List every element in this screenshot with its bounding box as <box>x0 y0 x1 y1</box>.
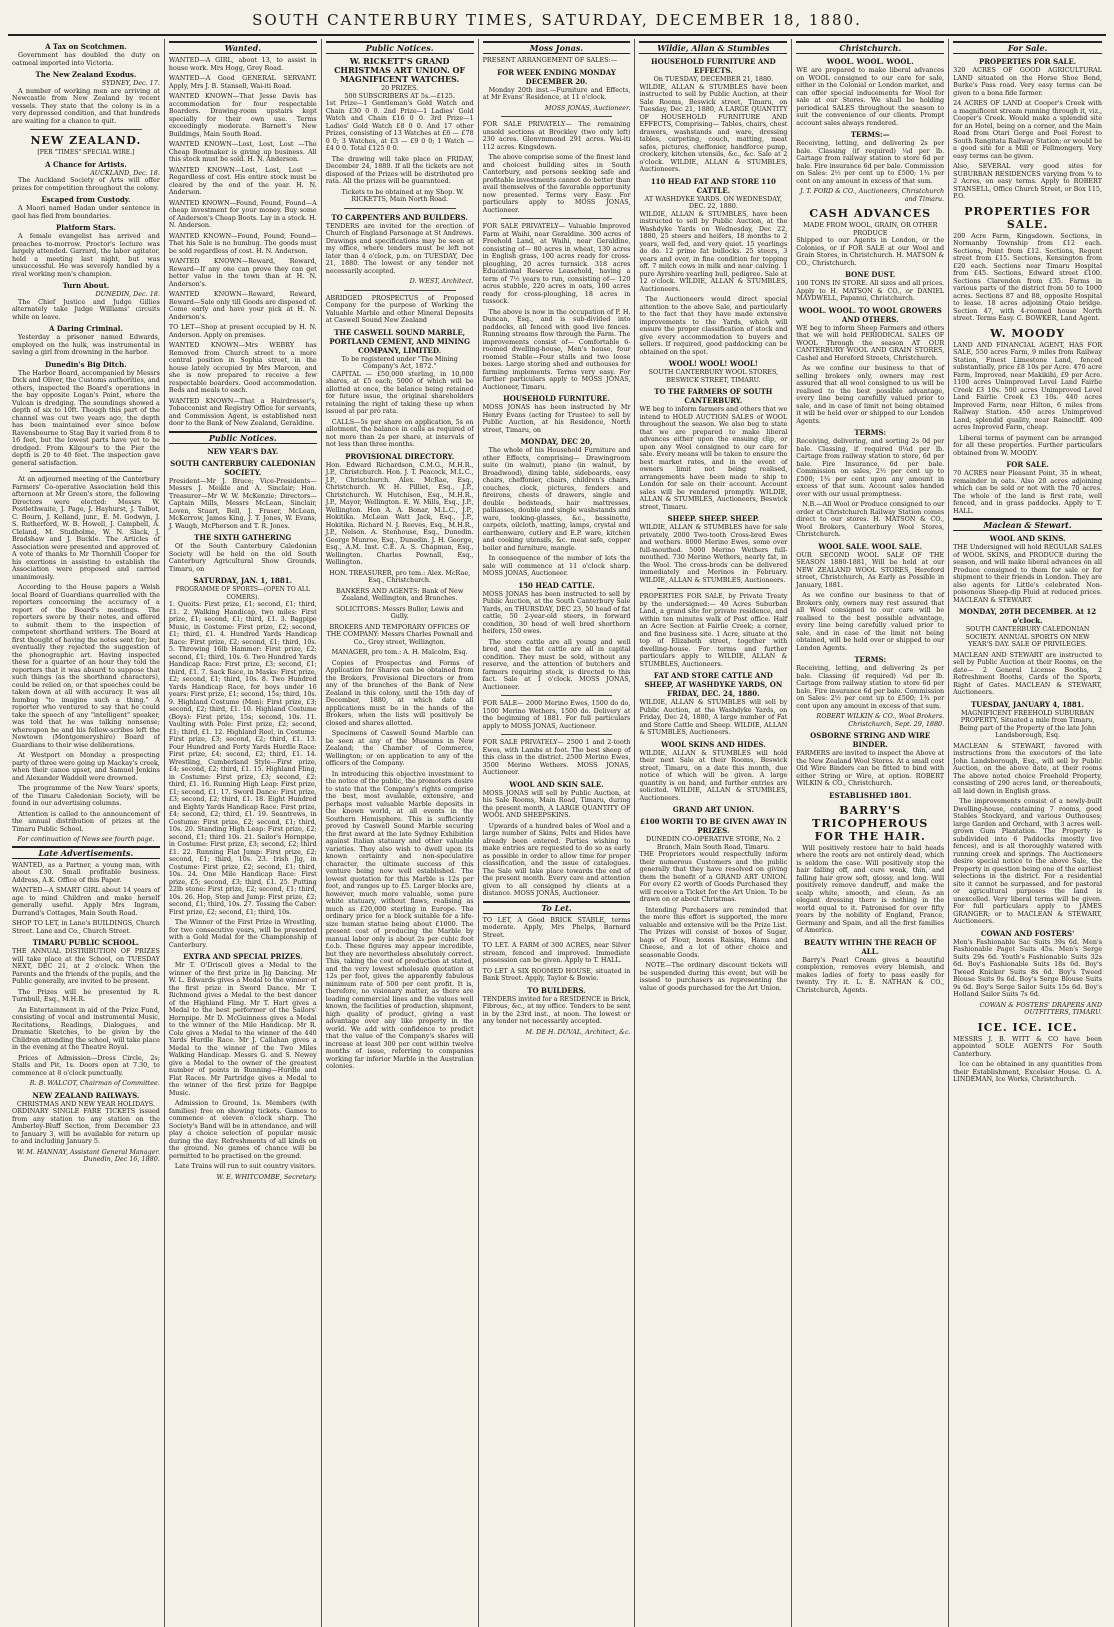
divider <box>501 116 613 117</box>
ad-subtitle: 20 PRIZES. <box>381 84 419 92</box>
article-text: The Chief Justice and Judge Gillies alternately take Judge Williams' circuits while on leave. <box>12 297 160 321</box>
ad-title: WOOL SALE. WOOL SALE. <box>818 541 923 551</box>
section-header: To Let. <box>483 901 631 914</box>
ad-title: TO BUILDERS. <box>527 985 586 995</box>
divider <box>657 588 769 589</box>
ad-title: BONE DUST. <box>845 270 896 279</box>
ad-title: ESTABLISHED 1801. <box>829 790 912 800</box>
column-7 <box>949 39 1106 1627</box>
article-text: The programme of the New Years' sports, of the Timaru Caledonian Society, will be found in our advertising columns. <box>12 784 160 807</box>
prize-list: 1st Prize—1 Gentleman's Gold Watch and Chain £30 0 0. 2nd Prize—1 Ladies' Gold Watch and Chain £16 0 0. 3rd Prize—1 Ladies' Gold Watch £8 0 0. And 17 other Prizes, consisting of 13 Watches at £6 — £78 0 0; 3 Watches, at £3 — £9 0 0; 1 Watch — £4 0 0. Total £125 0 0. <box>325 99 474 152</box>
advertisement: THE Undersigned will hold REGULAR SALES of WOOL SKINS, and PRODUCE during the season, and will make liberal advances on all Produce consigned to them for sale or for shipment to their friends in London. They are also agents for Little's celebrated Non-poisonous Sheep-dip Fluid at reduced prices. MACLEAN & STEWART. <box>953 543 1103 604</box>
article-text: The Harbor Board, accompanied by Messrs Dick and Oliver, the Customs authorities, and others, inspected the Board's operations in the bay opposite Logan's Point, where the Vulcan is dredging. The soundings showed a depth of six to 10ft. Though this part of the channel was cut two years ago, the depth has been maintained ever since below Ravensbourne to Stag Bay it varied from 8 to 16 feet, but the lowest parts have yet to be dredged. From Kilgour's to the Pier the depth is 20 to 40 feet. The inspection gave general satisfaction. <box>12 368 160 467</box>
signature: J. T. FORD & CO., Auctioneers, Christchurch and Timaru. <box>800 187 945 203</box>
advertisement: WANTED—A Good GENERAL SERVANT. Apply, Mrs J. B. Stansell, Wai-iti Road. <box>168 74 317 90</box>
article-text: At an adjourned meeting of the Canterbury Farmers' Co-operative Association held this afternoon at Mr Green's store, the following Directors were elected: Messrs W. Postlethwaite, J. Page, J. Hayhurst, J. Talbot, C. Bourn, J. Kelland, junr., E. M. Godwyn, J. S. Rutherford, W. B. Howell, J. Campbell, A. Cleland, M. Studholme, W. N. Slack, J. Bradshaw and J. Buckle. The Articles of Association were presented and approved of. A vote of thanks to Mr Thornhill Cooper for his exertions in assisting to establish the Association were proposed and carried unanimously. <box>12 475 160 581</box>
advertisement: WANTED KNOWN—Lost, Lost, Lost —Regardless of cost. His entire stock must be cleared by the end of the year. H. N. Anderson. <box>168 165 317 196</box>
advertisement: The Prizes will be presented by R. Turnbull, Esq., M.H.R. <box>12 987 160 1003</box>
ad-subtitle: SOUTH CANTERBURY WOOL STORES, BESWICK STREET, TIMARU. <box>648 368 779 384</box>
advertisement: WANTED, as a Partner, a young man, with about £30. Small profitable business. Address, A.K. Office of this Paper. <box>12 860 160 884</box>
masthead-title: SOUTH CANTERBURY TIMES, SATURDAY, DECEMBER 18, 1880. <box>252 11 862 29</box>
ad-title: PROPERTIES FOR SALE. <box>964 204 1091 231</box>
dateline: AUCKLAND, Dec. 18. <box>90 168 160 177</box>
advertisement: LAND AND FINANCIAL AGENT, HAS FOR SALE, 550 acres Farm, 9 miles from Railway Station, Finest Limestone Land, fenced substantially, price £8 10s per Acre. 470 acre Farm, Improved, near Makikihi, £9 per Acre. 1100 acres Unimproved Level Land Fairlie Creek £3 10s. 500 acres Unimproved Level Land Fairlie Creek £3 10s. 440 acres Improved Farm, near Hilton, 6 miles from Railway Station. 450 acres Unimproved Land, splendid quality, near Rainecliff. 400 acres Improved Farm, cheap. <box>953 340 1103 431</box>
advertisement: MACLEAN AND STEWART are instructed to sell by Public Auction at their Rooms, on the date— 2 General License Booths, 2 Refreshment Booths, Cards of the Sports, Right of Gates. MACLEAN & STEWART, Auctioneers. <box>953 650 1103 696</box>
advertisement: Barry's Pearl Cream gives a beautiful complexion, removes every blemish, and makes ladies of forty to pass easily for twenty. Try it. L. E. NATHAN & CO., Christchurch, Agents. <box>796 955 945 994</box>
column-4 <box>479 39 636 1627</box>
advertisement: Receiving, letting, and delivering 2s per bale. Classing (if required) ¼d per lb. Cartage from railway station to store 6d per bale. Fire insurance 6d per bale. Commission on Sales: 2½ per cent up to £500; 1¾ per cent upon any amount in excess of that sum. <box>796 664 945 710</box>
advertisement: The whole of his Household Furniture and other Effects, comprising— Drawingroom suite (in walnut), piano (in walnut, by Broadwood), dining table, sideboards, easy chairs, cheffonier, chairs, children's chairs, couches, clock, pictures, fenders and fireirons, chests of drawers, single and double bedsteads, hair mattresses, palliasses, double and single washstands and ware, looking-glasses, &c., bassinette, carpets, oilcloth, matting, lamps, crystal and earthenware, cutlery and E.P. ware, kitchen and cooking utensils, &c. meat safe, copper boiler and furniture, mangle. <box>482 446 631 552</box>
advertisement: ABRIDGED PROSPECTUS of Proposed Company for the purpose of Working the Valuable Marble and other Mineral Deposits at Caswell Sound New Zealand <box>325 293 474 324</box>
advertisement: 100 TONS IN STORE. All sizes and all prices. Apply to H. MATSON & CO., or DANIEL MAYDWELL, Papanui, Christchurch. <box>796 279 945 302</box>
headline: Dunedin's Big Ditch. <box>45 359 127 369</box>
event-date: On TUESDAY, DECEMBER 21, 1880. <box>653 75 774 83</box>
advertisement: President—Mr J. Bruce; Vice-Presidents—Messrs J. Meikle and A. Sinclair; Hon. Treasurer—Mr W. W. McKenzie; Directors—Captain Mills, Messrs McLean, Sinclair, Loven, Stuart, Bell, J. Fraser, McLean, McKerrow, James King, J. T. Jones, W. Evans, J. Waugh, McPherson and T. R. Jones. <box>168 476 317 530</box>
advertisement: WILDIE, ALLAN & STUMBLES have been instructed to sell by Public Auction, at their Sale Rooms, Beswick street, Timaru, on Tuesday, Dec 21, 1880, A LARGE QUANTITY OF HOUSEHOLD FURNITURE AND EFFECTS, Comprising— Tables, chairs, chest drawers, washstands and ware, dressing tables, carpeting, couch, matting, meat safes, pictures, cheffonier, handforce pump, crockery, kitchen utensils, &c., &c. Sale at 2 o'clock. WILDIE, ALLAN & STUMBLES, Auctioneers. <box>639 82 788 173</box>
advertisement: The store cattle are all young and well bred, and the fat cattle are all in capital condition. They must be sold, without any reserve, and the attention of butchers and farmers requiring stock, is directed to this fact. Sale at 1 o'clock. MOSS JONAS, Auctioneer. <box>482 637 631 691</box>
advertisement: MACLEAN & STEWART, favored with instructions from the executors of the late John Landsborough, Esq., will sell by Public Auction, on the above date, at their rooms The above noted choice Freehold Property, consisting of 290 acres land, or thereabouts, all laid down in English grass. <box>953 741 1103 795</box>
advertisement: Also, SEVERAL very good sites for SUBURBAN RESIDENCES varying from ¼ to 2 Acres, on easy terms. Apply to ROBERT STANSELL, Office Church Street, or Box 115, P.O. <box>953 162 1103 200</box>
ad-subtitle: MADE FROM WOOL, GRAIN, OR OTHER PRODUCE <box>803 221 938 237</box>
ad-title: WOOL. WOOL. TO WOOL GROWERS AND OTHERS. <box>798 305 942 324</box>
article-text: The Auckland Society of Arts will offer prizes for competition throughout the colony. <box>12 176 160 192</box>
ad-title: PROPERTIES FOR SALE. <box>978 57 1077 66</box>
advertisement: Mr T. O'Driscoll gives a Medal to the winner of the first prize in Jig Dancing. Mr W. L. Edwards gives a Medal to the winner of the first prize in Sword Dance. Mr T. Richmond gives a Medal to the best dancer of the Highland Fling. Mr T. Hart gives a Medal to the best performer of the Sailors' Hornpipe. Mr D. McGuinness gives a Medal to the winner of the Mile Handicap. Mr R. Cole gives a Medal to the winner of the 440 Yards Hurdle Race. Mr J. Callahan gives a Medal to the winner of the Two Miles Walking Handicap. Messrs G. and S. Newey give a Medal to the owner of the greatest number of points in Running—Hurdle and Flat Races. Mr Partridge gives a Medal to the winner of the first prize for Bagpipe Music. <box>168 961 317 1097</box>
divider <box>30 471 142 472</box>
article-text: Government has doubled the duty on oatmeal imported into Victoria. <box>12 51 160 67</box>
advertisement: FARMERS are invited to inspect the Above at the New Zealand Wool Stores. At a small cost Old Wire Binders can be fitted to bind with either String or Wire, at option. ROBERT WILKIN & CO., Christchurch. <box>796 749 945 787</box>
ad-title: OSBORNE STRING AND WIRE BINDER. <box>810 731 931 749</box>
advertisement: TO LET, A Good BRICK STABLE, terms moderate. Apply, Mrs Phelps, Barnard Street. <box>482 915 631 939</box>
signature: ROBERT WILKIN & CO., Wool Brokers. Christchurch, Sept. 29, 1880. <box>816 712 945 728</box>
advertisement: Liberal terms of payment can be arranged for all these properties. Further particulars obtained from W. MOODY. <box>953 433 1103 457</box>
event-list: 1. Quoits: First prize, £1; second, £1; third, £1. 2. Walking Handicap, two miles: First prize, £1; second, £1; third, £1. 3. Bagpipe Music, in Costume: First prize, £2; second, £1; third, £1. 4. Hundred Yards Handicap Race: First prize, £2; second, £1; third, 10s. 5. Throwing 16lb Hammer: First prize, £2; second, £1; third, 10s. 6. Two Hundred Yards Handicap Race: First prize, £3; second, £1; third, £1. 7. Sack Race, in Masks: First prize, £2; second, £1; third, 10s. 8. Two Hundred Yards Handicap Race, for boys under 16 years: First prize, £1; second, 15s; third, 10s. 9. Highland Costume (Men): First prize, £3; second, £2; third, £1. 10. Highland Costume (Boys): First prize, 15s; second, 10s. 11. Vaulting with Pole: First prize, £2; second, £1; third, £1. 12. Highland Reel, in Costume: First prize, £3; second, £2; third, £1. 13. Four Hundred and Forty Yards Hurdle Race: First prize, £4; second, £2; third, £1. 14. Wrestling, Cumberland Style—First prize, £4; second, £2; third, £1. 15. Highland Fling, in Costume: First prize, £3; second, £2; third, £1. 16. Running High Leap: First prize, £1; second, £1. 17. Sword Dance: First prize, £3; second, £2; third, £1. 18. Eight Hundred and Eighty Yards Handicap Race: First prize, £4; second, £2; third, £1. 19. Seantrews, in Costume: First prize, £2; second, £1; third, 10s. 20. Standing High Leap: First prize, £2; second, £1; third 10s. 21. Sailor's Hornpipe, in Costume: First prize, £3; second, £2; third £1. 22. Running Flat Jump: First prize, £2; second, £1; third, 10s. 23. Irish Jig, in Costume: First prize, £2; second, £1; third, 10s. 24. One Mile Handicap Race: First prize, £5; second, £3; third, £1. 25. Putting 22lb stone: First prize, £2; second, £1; third, 10s. 26. Hop, Step and Jump: First prize, £2; second, £1; third, 10s. 27. Tossing the Caber: First prize, £2; second, £1; third, 10s. <box>168 600 317 916</box>
ad-title: TO CARPENTERS AND BUILDERS. <box>331 212 468 222</box>
advertisement: WANTED KNOWN—That a Hairdresser's, Tobacconist and Registry Office for servants, and Commission Agent, is established next door to the Bank of New Zealand, Geraldine. <box>168 396 317 427</box>
advertisement: Men's Fashionable Sac Suits 39s 6d. Men's Fashionable Paget Suits 45s. Men's Serge Suits 29s 6d. Youth's Fashionable Suits 32s 6d. Boy's Fashionable Suits 18s 6d. Boy's Tweed Knicker Suits 8s 6d. Boy's Tweed Blouse Suits 9s 6d. Boy's Serge Blouse Suits 9s 6d. Boy's Serge Sailor Suits 15s 6d. Boy's Holland Sailor Suits 7s 6d. <box>953 937 1103 998</box>
section-header: For Sale. <box>953 41 1102 54</box>
ad-title: GRAND ART UNION. <box>672 805 754 814</box>
ad-title: NEW YEAR'S DAY. <box>207 446 279 456</box>
ad-title: THE CASWELL SOUND MARBLE, PORTLAND CEMENT, AND MINING COMPANY, LIMITED. <box>329 327 470 355</box>
advertisement: OUR SECOND WOOL SALE OF THE SEASON 1880-1881, Will be held at our NEW ZEALAND WOOL STORES, Hereford street, Christchurch, As Early as Possible in January, 1881. <box>796 550 945 589</box>
masthead <box>8 6 1106 36</box>
advertisement: FOR SALE PRIVATELY— Valuable Improved Farm at Waihi, near Geraldine. 300 acres of Freehold Land, at Waihi, near Geraldine, consisting of— 80 acres in wheat, 130 acres in English grass, 100 acres ready for cross-ploughing, 20 acres turnsick. 318 acres Educational Reserve Leasehold, having a term of 7½ years to run, consisting of— 120 acres stubble, 220 acres in oats, 100 acres ready for cross-ploughing, 18 acres in tussock. <box>482 222 631 305</box>
advertisement: SOLICITORS: Messrs Buller, Lewis and Gully. <box>335 604 464 620</box>
advertisement: WILDIE, ALLAN & STUMBLES have for sale privately, 2000 Two-tooth Cross-bred Ewes and wethers. 8000 Merino Ewes, some over full-mouthed. 5000 Merino Wethers full-mouthed. 730 Merino Wethers, nearly fat, in the Wool. The cross-breds can be delivered immediately and Merinos in February. WILDIE, ALLAN & STUMBLES, Auctioneers. <box>639 523 788 584</box>
column-5 <box>635 39 792 1627</box>
section-title: NEW ZEALAND. <box>30 134 142 147</box>
advertisement: WE beg to inform Sheep Farmers and others that we will hold PERIODICAL SALES OF WOOL Through the season AT OUR CANTERBURY WOOL AND GRAIN STORES, Cashel and Hereford Streets, Christchurch. <box>796 323 945 362</box>
advertisement: MOSS JONAS has been instructed by Mr Henry Evans (acting for Trustee) to sell by Public Auction, at his Residence, North street, Timaru, on <box>482 403 631 434</box>
signature: D. WEST, Architect. <box>409 277 474 285</box>
ad-title: £100 WORTH TO BE GIVEN AWAY IN PRIZES. <box>639 817 787 835</box>
advertisement: Admission to Ground, 1s. Members (with families) free on showing tickets. Games to commence at eleven o'clock sharp. The Society's Band will be in attendance, and will play a choice selection of popular music during the day. Refreshments of all kinds on the ground. No games of chance will be permitted to be practised on the ground. <box>168 1099 317 1160</box>
section-header: Christchurch. <box>796 41 944 54</box>
ad-title: ICE. ICE. ICE. <box>977 1020 1078 1034</box>
ad-title: TERMS:— <box>850 130 890 139</box>
event-date: MONDAY, DEC 20, <box>520 437 593 446</box>
divider <box>501 695 613 696</box>
ad-title: HOUSEHOLD FURNITURE AND EFFECTS. <box>651 57 776 75</box>
event-date: AT WASHDYKE YARDS. ON WEDNESDAY, DEC. 22, 1880. <box>644 194 783 210</box>
advertisement: WILDIE, ALLAN & STUMBLES, have been instructed to sell by Public Auction, at the Washdyke Yards on Wednesday, Dec 22, 1880, 25 steers and heifers, 18 months to 2 years, well fed, and very quiet. 15 yearlings do do. 12 prime fat bullocks. 25 steers, 3 years and over, in fine condition for topping off. 7 milch cows in milk and near calving. 1 pure Ayrshire yearling bull, pedigree. Sale at 12 o'clock. WILDIE, ALLAN & STUMBLES, Auctioneers. <box>639 209 788 293</box>
wire-note: [PER "TIMES" SPECIAL WIRE.] <box>37 149 135 156</box>
headline: Turn About. <box>62 281 110 290</box>
advertisement: TENDERS are invited for the erection of Church of England Parsonage at St Andrews. Drawings and specifications may be seen at my office, where tenders must be left not later than 4 o'clock, p.m. on TUESDAY, Dec 21, 1880. The lowest or any tender not necessarily accepted. <box>325 221 474 275</box>
ad-title: WOOL! WOOL! WOOL! <box>668 359 758 368</box>
advertisement: As we confine our business to that of selling brokers only, owners may rest assured that all wool consigned to us will be realised to the best possible advantage, every line being carefully valued prior to sale, and in case of limit not being obtained it will be held over or shipped to our London Agents. <box>796 364 945 425</box>
ad-title: TO THE FARMERS OF SOUTH CANTERBURY. <box>654 387 773 405</box>
divider <box>501 734 613 735</box>
signature: W. E. WHITCOMBE, Secretary. <box>216 1172 317 1181</box>
ad-title: TERMS: <box>854 428 887 437</box>
ad-subtitle: To be registered under "The Mining Company's Act, 1872." <box>341 354 458 370</box>
ad-title: SHEEP. SHEEP. SHEEP. <box>667 514 760 523</box>
ad-title: SOUTH CANTERBURY CALEDONIAN SOCIETY. <box>170 458 316 477</box>
section-header: Wildie, Allan & Stumbles <box>639 41 787 54</box>
advertisement: Intending Purchasers are reminded that the more this effort is supported, the more valuable and extensive will be the Prize List. The Prizes will consist of boxes of Sugar, bags of Flour, boxes Raisins, Hams and Cheese, and a lot of other choice and seasonable Goods. <box>639 905 788 959</box>
ad-subtitle: 500 SUBSCRIBERS AT 5s.—£125. <box>344 91 455 100</box>
ad-title: FAT AND STORE CATTLE AND SHEEP, AT WASHDYKE YARDS, ON FRIDAY, DEC. 24, 1880. <box>644 671 783 698</box>
advertisement: In consequence of the number of lots the sale will commence at 11 o'clock sharp. MOSS JONAS, Auctioneer. <box>482 554 631 577</box>
headline: A Tax on Scotchmen. <box>45 42 127 51</box>
advertisement: BANKERS AND AGENTS: Bank of New Zealand, Wellington, and Branches. <box>335 586 464 602</box>
advertisement: Prices of Admission—Dress Circle, 2s; Stalls and Pit, 1s. Doors open at 7.30, to commence at 8 o'clock punctually. <box>12 1053 160 1077</box>
advertisement: The above is now in the occupation of P. H. Duncan, Esq., and is sub-divided into paddocks, all fenced with good live fences. Running streams flow through the Farm. The improvements consist of— Comfortable 6-roomed dwelling-house, Men's house, four roomed Stable—Four stalls and two loose boxes. Large storing shed and outhouses for farming implements. Terms very easy. For further particulars apply to MOSS JONAS, Auctioneer, Timaru. <box>482 307 631 391</box>
advertisement: THE ANNUAL DISTRIBUTION OF PRIZES will take place at the School, on TUESDAY NEXT, DEC 21, at 2 o'clock. When the Parents and the friends of the pupils, and the Public generally, are invited to be present. <box>12 947 160 985</box>
advertisement: FOR SALE PRIVATELY— The remaining unsold sections at Brockley (two only left) 230 acres. Glenvmmond 291 acres. Wai-iti 112 acres. Kingsdown. <box>482 120 631 151</box>
signature: M. DE H. DUVAL, Architect, &c. <box>525 1027 631 1036</box>
headline: Platform Stars. <box>56 223 116 232</box>
section-header: Maclean & Stewart. <box>953 518 1102 531</box>
event-date: MONDAY, 20TH DECEMBER. At 12 o'clock. <box>959 607 1097 625</box>
advertisement: HON. TREASURER, pro tem.: Alex. McRae, Esq., Christchurch. <box>329 568 471 584</box>
article-text: A number of working men are arriving at Newcastle from New Zealand by recent vessels. They state that the colony is in a very depressed condition, and that hundreds are waiting for a chance to quit. <box>12 86 160 125</box>
ad-title: BARRY'S TRICOPHEROUS FOR THE HAIR. <box>812 803 929 843</box>
advertisement: PROPERTIES FOR SALE, by Private Treaty by the undersigned:— 40 Acres Suburban Land, a grand site for private residence, and within ten minutes walk of Post office. Half an Acre Section at Fairlie Creek; a corner, and fine business site. 1 Acre, situate at the top of Elizabeth street, together with dwelling-house. For terms and further particulars apply to WILDIE, ALLAN & STUMBLES, Auctioneers. <box>639 592 788 668</box>
advertisement: Upwards of a hundred bales of Wool and a large number of Skins, Pelts and Hides have already been entered. Parties wishing to make entries are requested to do so as early as possible in order to allow time for proper classification, and the issue of catalogues. The Sale will take place towards the end of the present month. Every care and attention given to all consigned by clients at a distance. MOSS JONAS, Auctioneer. <box>482 821 631 897</box>
signature: W. M. HANNAY, Assistant General Manager. Dunedin, Dec 16, 1880. <box>16 1147 160 1163</box>
ad-subtitle: DUNEDIN CO-OPERATIVE STORE, No. 2 Branch, Main South Road, Timaru. <box>645 835 781 851</box>
advertisement: WANTED KNOWN—Found, Found, Found—A cheap investment for your money. Buy some of Anderson's Cheap Boots. Lay in a stock. H. N. Anderson. <box>168 198 317 229</box>
advertisement: WE beg to inform farmers and others that we intend to HOLD AUCTION SALES of WOOL throughout the season. We also beg to state that we are prepared to make liberal advances either upon the ensuing clip, or upon any Wool consigned to our care for sale. Every means will be taken to ensure the best market rates, and in the event of owners limit not being realised, arrangements have been made to ship to London for sale on their account. Account sales will be rendered promptly. WILDIE, ALLAN & STUMBLES, Auctioneers, Beswick street, Timaru. <box>639 405 788 511</box>
columns <box>8 39 1106 1627</box>
advertisement: MAGNIFICENT FREEHOLD SUBURBAN PROPERTY, Situated a mile from Timaru, Being part of the Property of the late John Landsborough, Esq. <box>959 708 1097 739</box>
advertisement: MOSS JONAS has been instructed to sell by Public Auction, at the South Canterbury Sale Yards, on THURSDAY, DEC 23, 50 head of fat cattle, 50 2-year-old steers, in forward condition, 30 head of well bred shorthorn heifers, 150 ewes. <box>482 589 631 635</box>
advertisement: The drawing will take place on FRIDAY, December 24, 1880. If all the tickets are not disposed of the Prizes will be distributed pro rata. All the prizes will be guaranteed. <box>325 154 474 185</box>
advertisement: 70 ACRES near Pleasant Point, 35 in wheat, remainder in oats. Also 20 acres adjoining which can be sold or not with the 70 acres. The whole of the land is first rate, well fenced, and in grass paddocks. Apply to T. HALL. <box>953 469 1103 515</box>
advertisement: WANTED KNOWN—Mrs WEBRY has Removed from Church street to a more central position in Sophia street, in the house lately occupied by Mrs Marcon, and she is now prepared to receive a few respectable boarders. Good accommodation. Beds and meals to each. <box>168 341 317 394</box>
advertisement: Specimens of Caswell Sound Marble can be seen at any of the Museums in New Zealand; the Chamber of Commerce, Wellington; or on application to any of the officers of the Company. <box>325 729 474 767</box>
signature: MOSS JONAS, Auctioneer. <box>544 103 631 112</box>
advertisement: 320 ACRES OF GOOD AGRICULTURAL LAND situated on the Horse Shoe Bend, Burke's Pass road. Very easy terms can be given to a bona fide farmer. <box>953 66 1103 97</box>
column-2 <box>165 39 322 1627</box>
divider <box>30 129 142 130</box>
advertisement: Of the South Canterbury Caledonian Society will be held on the old South Canterbury Agricultural Show Grounds, Timaru, on <box>168 542 317 573</box>
divider <box>501 218 613 219</box>
advertisement: N.B.—All Wool or Produce consigned to our order at Christchurch Railway Station comes direct to our stores. H. MATSON & CO., Wool Brokers, Canterbury Wool Stores, Christchurch. <box>796 500 945 538</box>
event-date: SATURDAY, JAN. 1, 1881. <box>193 576 293 585</box>
advertisement: Receiving, letting, and delivering 2s per bale. Classing (if required) ¼d per lb. Cartage from railway station to store 6d per bale. Fire insurance 6d per bale. Commission on Sales: 2½ per cent up to £500; 1¾ per cent on any amount in excess of that sum. <box>796 139 945 185</box>
ad-title: FOR SALE. <box>1006 460 1049 469</box>
ad-title: WOOL AND SKINS. <box>989 534 1066 543</box>
advertisement: WANTED KNOWN—Lost, Lost, Lost —The Cheap Bootmaker is giving up business. All this stock must be sold. H. N. Anderson. <box>168 140 317 163</box>
advertisement: CALLS—5s per share on application, 5s on allotment, the balance in calls as required of not more than 2s per share, at intervals of not less than three months. <box>325 417 474 448</box>
advertisement: WANTED KNOWN—Found, Found, Found—That his Sale is no humbug. The goods must be sold regardless of cost. H. N. Anderson. <box>168 231 317 255</box>
advertisement: Copies of Prospectus and Forms of Application for Shares can be obtained from the Brokers, Provisional Directors or from any of the branches of the Bank of New Zealand in this colony, until the 15th day of December, 1880, at which date all applications must be in the hands of the Brokers, when the lists will positively be closed and shares allotted. <box>325 658 474 727</box>
section-header: Public Notices. <box>169 431 317 444</box>
divider <box>344 208 456 209</box>
advertisement: TO LET A SIX ROOMED HOUSE, situated in Bank Street. Apply, Taylor & Bowie. <box>482 966 631 982</box>
ad-title: WOOL AND SKIN SALE. <box>509 779 604 789</box>
advertisement: MESSRS J. B. WITT & CO have been appointed SOLE AGENTS For South Canterbury. <box>953 1034 1103 1058</box>
ad-title: WOOL SKINS AND HIDES. <box>661 739 766 749</box>
advertisement: CAPITAL — £50,000 sterling, in 10,000 shares, at £5 each; 5000 of which will be allotted at once, the balance being retained for future issue, the original shareholders retaining the right of taking these up when issued at par pro rata. <box>325 369 474 415</box>
advertisement: MANAGER, pro tem.: A. H. Malcolm, Esq. <box>331 648 468 656</box>
ad-title: EXTRA AND SPECIAL PRIZES. <box>183 952 303 961</box>
advertisement: TO LET—Shop at present occupied by H. N. Anderson. Apply on premises. <box>168 323 317 339</box>
article-text: A Maori named Hadan under sentence in gaol has fled from boundaries. <box>12 204 160 220</box>
ad-title: TERMS: <box>854 655 887 664</box>
advertisement: Shipped to our Agents in London, or the Colonies, or if FOR SALE at our Wool and Grain Stores, in Christchurch. H. MATSON & CO., Christchurch. <box>796 236 945 267</box>
article-text: Attention is called to the announcement of the annual distribution of prizes at the Timaru Public School. <box>12 809 160 833</box>
divider <box>344 290 456 291</box>
ad-title: PROVISIONAL DIRECTORY. <box>345 451 455 461</box>
ad-title: 150 HEAD CATTLE. <box>518 580 595 590</box>
advertisement: FOR SALE— 2000 Merino Ewes, 1500 do do, 1500 Merino Wethers, 1500 do. Delivery at the beginning of 1881. For full particulars apply to MOSS JONAS, Auctioneer. <box>482 699 631 730</box>
section-header: Late Advertisements. <box>12 846 160 859</box>
ad-title: W. RICKETT'S GRAND CHRISTMAS ART UNION. OF MAGNIFICENT WATCHES. <box>334 56 466 84</box>
advertisement: WANTED KNOWN—Reward, Reward, Reward—Sale only till Goods are disposed of. Come early and have your pick at H. N. Anderson's. <box>168 290 317 321</box>
ad-title: TIMARU PUBLIC SCHOOL. <box>32 938 140 947</box>
column-3 <box>322 39 479 1627</box>
event-date: TUESDAY, JANUARY 4, 1881. <box>971 699 1085 709</box>
advertisement: MOSS JONAS will sell by Public Auction, at his Sale Rooms, Main Road, Timaru, during the present month, A LARGE QUANTITY OF WOOL AND SHEEPSKINS. <box>482 788 631 819</box>
article-text: Yesterday a prisoner named Edwards, employed on the hulk, was instrumental in saving a girl from drowning in the harbor. <box>12 333 160 356</box>
section-header: Moss Jonas. <box>483 41 631 54</box>
advertisement: THE Proprietors would respectfully inform their numerous Customers and the public generally that they have resolved on giving them the benefit of a GRAND ART UNION. For every £2 worth of Goods Purchased they will receive a Ticket for the Art Union. To be drawn on or about Christmas. <box>639 850 788 903</box>
advertisement: SHOP TO LET, in Lane's BUILDINGS, Church Street. Lane and Co., Church Street. <box>12 919 160 935</box>
ad-subtitle: CHRISTMAS AND NEW YEAR HOLIDAYS. <box>16 1099 155 1108</box>
advertisement: TO LET. A FARM of 300 ACRES, near Silver stream, fenced and improved. Immediate possession can be given. Apply to T. HALL. <box>482 941 631 964</box>
advertisement: WANTED KNOWN—Reward, Reward, Reward—If any one can prove they can get better value in the town than at H. N. Anderson's. <box>168 257 317 288</box>
advertisement: The Winner of the First Prize in Wrestling, for two consecutive years, will be presented with a Gold Medal for the Championship of Canterbury. <box>168 918 317 949</box>
column-6 <box>792 39 949 1627</box>
advertisement: SOUTH CANTERBURY CALEDONIAN SOCIETY. ANNUAL SPORTS ON NEW YEAR'S DAY. SALE OF PRIVILEGES. <box>965 625 1090 648</box>
ad-title: THE SIXTH GATHERING <box>194 533 292 542</box>
advertisement: Receiving, delivering, and sorting 2s 0d per bale. Classing, if required 0¼d per lb. Cartage from railway station to store, 6d per bale. Fire Insurance, 6d per bale. Commission on sales, 2½ per cent up to £500; 1¾ per cent upon any amount in excess of that sum. Account sales handed over with our usual promptness. <box>796 437 945 498</box>
ad-title: FOR WEEK ENDING MONDAY DECEMBER 20. <box>497 67 616 86</box>
headline: A Chance for Artists. <box>45 159 127 169</box>
signature: R. B. WALCOT, Chairman of Committee. <box>29 1079 160 1087</box>
continuation-note: For continuation of News see fourth page. <box>17 835 155 843</box>
section-header: Wanted. <box>169 41 317 54</box>
ad-title: 110 HEAD FAT AND STORE 110 CATTLE. <box>650 176 776 195</box>
headline: A Daring Criminal. <box>48 324 123 333</box>
section-header: Public Notices. <box>326 41 474 54</box>
advertisement: WE are prepared to make liberal advances on WOOL consigned to our care for sale, either in the Colonial or London market, and can offer special inducements for Wool for sale at our Stores. We shall be holding periodical SALES throughout the season to suit the convenience of our clients. Prompt account sales always rendered. <box>796 66 945 127</box>
ad-title: W. MOODY <box>990 326 1066 340</box>
advertisement: ORDINARY SINGLE FARE TICKETS issued from any station to any station on the Amberley-Bluff Section, from December 23 to January 3, will be available for return up to and including January 5. <box>12 1107 160 1145</box>
article-text: According to the House papers a Welsh local Board of Guardians quarrelled with the reporters concerning the accuracy of a report of the Board's meetings. The reporters swore by their notes, and offered to submit them to the inspection of competent shorthand writers. The Board at first thought of having the notes sent for; but eventually they rejected the suggestion of the phonographic art. Having inspected these for a quarter of an hour they told the reporters that it was absurd to suppose that such things (as the shorthand characters), could be relied on, or that speeches could be taken down at all with accuracy. It was all humbug "to imagine such a thing." A reporter who ventured to say that he could take the speech of any "intelligent" speaker, was told that he was talking nonsense; whereupon he and his fellow-scribes left the Newtown (Montgomeryshire) Board of Guardians to their wise deliberations. <box>12 583 160 749</box>
article-text: A female evangelist has arrived and preaches to-morrow. Proctor's lecture was largely attended. Garrard, the labor agitator, held a meeting last night, but was unsuccessful. He was severely handled by a rival working men's champion. <box>12 232 160 278</box>
ad-title: WOOL. WOOL. WOOL. <box>826 57 914 66</box>
advertisement: An Entertainment in aid of the Prize Fund, consisting of vocal and instrumental Music, Recitations, Readings, Dialogues, and Dramatic Sketches, to be given by the Children attending the school, will take place in the evening at the Theatre Royal. <box>12 1005 160 1051</box>
advertisement: Tickets to be obtained at my Shop. W. RICKETTS, Main North Road. <box>341 187 464 203</box>
advertisement: The improvements consist of a newly-built Dwelling-house, containing 7 rooms, good Stables Stockyard, and various Outhouses; large Garden and Orchard, with 3 acres well-grown Gum Plantation. The Property is subdivided into 6 Paddocks (mostly live fences), and is all thoroughly watered with running creek and springs. The Auctioneers desire special notice to the above Sale, the Property in question being one of the earliest selections in the district. For a residential site it cannot be surpassed, and for pastoral or agricultural purposes the land is unexcelled. Very liberal terms will be given. For full particulars apply to JAMES GRANGER; or to MACLEAN & STEWART, Auctioneers. <box>953 797 1103 925</box>
advertisement: WILDIE, ALLAN & STUMBLES will sell by Public Auction, at the Washdyke Yards, on Friday, Dec 24, 1880, A large number of Fat and Store Cattle and Sheep. WILDIE, ALLAN & STUMBLES, Auctioneers. <box>639 698 788 736</box>
advertisement: Ice can be obtained in any quantities from their Establishment, Excelsior House. G. A. LINDEMAN, Ice Works, Christchurch. <box>953 1060 1103 1083</box>
advertisement: The Auctioneers would direct special attention to the above Sale, and particularly to the fact that they have made extensive improvements to the Yards, which will ensure the proper classification of stock and give every accommodation to buyers and sellers. If required, good paddocking can be obtained on the spot. <box>639 295 788 356</box>
column-1 <box>8 39 165 1627</box>
ad-title: BEAUTY WITHIN THE REACH OF ALL. <box>804 937 937 956</box>
advertisement: In introducing this objective investment to the notice of the public, the promoters desire to state that the Company's rights comprise the best, most available, extensive, and perhaps most valuable Marble deposits in the known world, at all events in the Southern Hemisphere. This is sufficiently proved by Caswell Sound Marble securing the first award at the late Sydney Exhibition against Italian statuary and other valuable varieties. They also wish to dwell upon its known certainty and non-speculative character, the ultimate success of this venture being now well established. The lowest quotation for this Marble is 12s per foot, and ranges up to £5. Larger blocks are, however, much more valuable, some pure white statuary, without flaws, realising as much as £20,000 sterling in Europe. The ordinary price for a block suitable for a life-size human statue being about £1000. The present cost of producing the Marble by manual labor only is about 2s per cubic foot f.o.b. These figures may appear incredible, but they are nevertheless absolutely correct. This, taking the cost of production at stated, and the very lowest wholesale quotation at 12s per foot, gives the apparently fabulous minimum rate of 500 per cent profit. It is, therefore, no visionary matter, as there are leading commercial lines and the values well known, the facilities of production, shipment, high quality of product, giving a vast advantage over any like property in the world. We add with confidence to predict that the value of the Company's shares will increase at least 300 per cent within twelve months of issue, referring to companies working far inferior Marble in the Australian colonies. <box>325 769 474 1070</box>
dateline: DUNEDIN, Dec. 18. <box>95 290 160 298</box>
advertisement: Will positively restore hair to bald heads where the roots are not entirely dead, which is seldom the case. Will positively stop the hair falling off, and cure weak, thin, and falling hair grow soft, glossy, and long. Will positively remove dandruff, and make the scalp white, smooth, and clean. As an elegant dressing there is nothing in the world equal to it. Patronised for over fifty years by the nobility of England, France, Germany and Spain, and all the first families of America. <box>796 843 945 934</box>
advertisement: 24 ACRES OF LAND at Cooper's Creek with a magnificent stream running through it, viz., Cooper's Creek. Would make a splendid site for an Hotel, being on a corner, and the Main Road from Otari Gorge and Poel Forest to South Rangitata Railway Station; or would be a good site for a Mill or Fellmongery. Very easy terms can be given. <box>953 99 1103 160</box>
ad-title: CASH ADVANCES <box>809 207 932 220</box>
advertisement: Late Trains will run to suit country visitors. <box>174 1162 317 1170</box>
advertisement: NOTE—The ordinary discount tickets will be suspended during this event, but will be issued to purchasers as representing the value of goods purchased for the Art Union. <box>639 961 788 992</box>
advertisement: FOR SALE PRIVATELY— 2500 1 and 2-tooth Ewes, with Lambs at foot. The best sheep of this class in the district. 2500 Merino Ewes, 3500 Merino Wethers. MOSS JONAS, Auctioneer. <box>482 738 631 776</box>
advertisement: Hon. Edward Richardson, C.M.G., M.H.R., J.P., Christchurch. Hon. J. T. Peacock, M.L.C., J.P., Christchurch. Alex. McRae, Esq., Christchurch. W. H. Pilliet, Esq., J.P., Christchurch. W. Hutchison, Esq., M.H.R., J.P., Mayor, Wellington. E. W. Mills, Esq., J.P., Wellington. Hon A. A. Bonar, M.L.C., J.P., Hokitika. McLean Watt Jack, Esq., J.P., Hokitika. Richard N. J. Reeves, Esq., M.H.R., J.P., Nelson. A. Stenhouse, Esq., Dunedin. George Munroe, Esq., Dunedin. J. H. George, Esq., A.M. Inst. C.E. A. S. Chapman, Esq., Wellington. Charles Pownall, Esq., Wellington. <box>325 460 474 566</box>
advertisement: As we confine our business to that of Brokers only, owners may rest assured that all Wool consigned to our care will be realised to the best possible advantage, every line being carefully valued prior to sale, and in case of the limit not being obtained, will be held over or shipped to our London Agents. <box>796 591 945 652</box>
advertisement: BROKERS AND TEMPORARY OFFICES OF THE COMPANY: Messrs Charles Pownall and Co., Grey street, Wellington. <box>326 622 473 646</box>
advertisement: PRESENT ARRANGEMENT OF SALES:— <box>482 56 618 64</box>
advertisement: WANTED—A GIRL, about 13, to assist in house work. Mrs Hogg, Grey Road. <box>168 56 317 72</box>
signature: COWAN & FOSTERS' DRAPERS AND OUTFITTERS, TIMARU. <box>979 1000 1103 1016</box>
headline: Escaped from Custody. <box>41 195 131 204</box>
ad-title: COWAN AND FOSTERS' <box>980 928 1075 938</box>
article-text: At Westport on Monday a prospecting party of three were going up Mackay's creek, when their canoe upset, and Samuel Jenkins and Alexander Waddell were drowned. <box>12 751 160 782</box>
advertisement: WANTED—A SMART GIRL about 14 years of age to mind Children and make herself generally useful. Apply Mrs Ingram, Durrand's Cottages, Main South Road. <box>12 886 160 917</box>
advertisement: 200 Acre Farm, Kingsdown. Sections, in Normanby Township from £12 each. Sections, Point from £12. Sections, Regent street from £15. Sections, Kensington from £20 each. Sections near Timaru Hospital from £45. Sections, Edward street £100. Sections Clarendon from £35. Farms in various parts of the district from 50 to 1000 acres. Sections 87 and 88, opposite Hospital to lease. 18 acres adjoining Otaio bridge. Section 47, with 4-roomed house North street. Terms Easy. C. BOWKER, Land Agent. <box>953 231 1103 322</box>
programme-title: PROGRAMME OF SPORTS—(OPEN TO ALL COMERS). <box>175 586 310 601</box>
advertisement: Monday 20th inst.—Furniture and Effects, at Mr Evans' Residence, at 11 o'clock. <box>482 85 631 101</box>
advertisement: WANTED KNOWN—That Jesse Davis has accommodation for four respectable Boarders. Drawing-room upstairs kept specially for their own use. Terms exceedingly moderate. Barnett's New Buildings, Main South Road. <box>168 92 317 138</box>
advertisement: TENDERS invited for a RESIDENCE in Brick, Fibrous, &c., at my office. Tenders to be sent in by the 23rd inst., at noon. The lowest or any tender not necessarily accepted. <box>482 994 631 1025</box>
advertisement: WILDIE, ALLAN & STUMBLES will hold their next Sale at their Rooms, Beswick street, Timaru, on a date this month, due notice of which will be given. A large quantity is on hand, and further entries are solicited. WILDIE, ALLAN & STUMBLES, Auctioneers. <box>639 748 788 802</box>
dateline: SYDNEY, Dec. 17. <box>101 79 160 87</box>
ad-title: HOUSEHOLD FURNITURE. <box>503 394 610 403</box>
ad-title: NEW ZEALAND RAILWAYS. <box>32 1090 140 1100</box>
advertisement: The above comprise some of the finest land and choicest building sites in South Canterbury, and persons seeking safe and profitable investments cannot do better than avail themselves of the favorable opportunity now presented. Terms very Easy. For particulars apply to MOSS JONAS, Auctioneer. <box>482 153 631 214</box>
headline: The New Zealand Exodus. <box>35 70 137 79</box>
